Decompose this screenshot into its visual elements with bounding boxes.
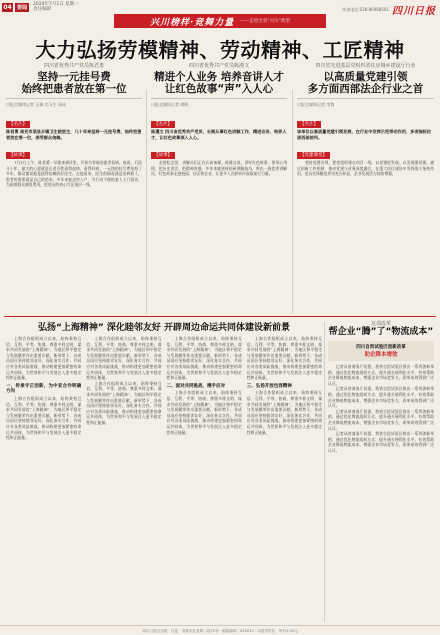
- side-article: [328, 320, 434, 454]
- article-body: [297, 160, 434, 177]
- reporter-byline: 川报全媒体记者 胡敏: [151, 102, 189, 107]
- article-paragraph: 7月1日上午，陈君勇一早就来到诊室，开始为等候的患者看病。他说，行医几十年，最大的心愿就是让老百姓看得起病、看得好病。一元钱的挂号费坚持了多年，群众都说他是值得信赖的好医生。在他看来，医生的职责就是治病救人，患者的需要就是自己的追求。多年来他走村入户，为行动不便的老人上门看诊，为困难群众减免费用，把党员的初心写在基层一线。: [6, 160, 142, 188]
- section-heading: 一、传承守正创新，为中亚合作明确方向: [6, 383, 82, 395]
- section-label: 要闻: [17, 4, 28, 11]
- column-title-line-2: 让红色故事“声”入人心: [164, 83, 274, 95]
- reporter-byline: 川报全媒体记者 王瑞 实习生 周冰: [6, 102, 66, 107]
- page-number: 04: [3, 3, 12, 11]
- article-paragraph: 上海合作组织成立以来，始终秉持互信、互利、平等、协商、尊重多样文明、谋求共同发展的“上海精神”，为地区和平稳定与发展繁荣作出重要贡献。新形势下，各成员国应坚持睦邻友好，深化务实合作，共同应对各类风险挑战，推动构建更加紧密的命运共同体，为世界和平与发展注入更多稳定性和正能量。: [86, 336, 162, 381]
- column-title-line-2: 始终把患者放在第一位: [21, 83, 127, 95]
- article-paragraph: 上海合作组织成立以来，始终秉持互信、互利、平等、协商、尊重多样文明、谋求共同发展的“上海精神”，为地区和平稳定与发展繁荣作出重要贡献。新形势下，各成员国应坚持睦邻友好，深化务实合作，共同应对各类风险挑战，推动构建更加紧密的命运共同体，为世界和平与发展注入更多稳定性和正能量。: [166, 390, 242, 435]
- masthead-right: [342, 2, 436, 17]
- banner-title: 兴川榜样·竞舞力量: [150, 17, 235, 28]
- side-box-title: 四川自贸试验区创新改革: [356, 345, 406, 350]
- dateline: [33, 2, 79, 12]
- section-heading: 二、面对共同挑战，携手应对: [166, 383, 225, 389]
- divider: [297, 98, 434, 99]
- column-separator: [292, 90, 293, 314]
- article-paragraph: 上海合作组织成立以来，始终秉持互信、互利、平等、协商、尊重多样文明、谋求共同发展的“上海精神”，为地区和平稳定与发展繁荣作出重要贡献。新形势下，各成员国应坚持睦邻友好，深化务实合作，共同应对各类风险挑战，推动构建更加紧密的命运共同体，为世界和平与发展注入更多稳定性和正能量。: [6, 395, 82, 441]
- card-tag: 【名片】: [6, 121, 30, 128]
- divider: [6, 98, 142, 99]
- profile-intro: 该单位以高质量党建引领发展，在行业中发挥示范带动作用，多项指标位居西部前列。: [297, 129, 432, 140]
- side-box-subtitle: 助企降本增效: [364, 352, 398, 358]
- bottom-article: [6, 320, 322, 441]
- bottom-article-columns: [6, 336, 322, 441]
- section-divider: [4, 316, 436, 317]
- story-tag: 【故事】: [151, 152, 175, 159]
- side-kicker: 这项改革: [370, 321, 391, 327]
- article-paragraph: 记者从省商务厅获悉，我省自贸试验区推出一系列创新举措，通过优化物流组织方式、提升通关便利化水平，有效帮助企业降低物流成本，增强企业市场竞争力，改革成效得到广泛认可。: [328, 386, 434, 409]
- card-tag: 【名片】: [151, 121, 175, 128]
- article-paragraph: 记者从省商务厅获悉，我省自贸试验区推出一系列创新举措，通过优化物流组织方式、提升通关便利化水平，有效帮助企业降低物流成本，增强企业市场竞争力，改革成效得到广泛认可。: [328, 431, 434, 453]
- divider: [151, 98, 287, 99]
- bottom-column: [6, 336, 81, 441]
- article-column-3: [297, 62, 434, 177]
- contact-info: 传真电话 028-86968501: [342, 6, 389, 12]
- column-separator: [324, 322, 325, 622]
- article-paragraph: 上海合作组织成立以来，始终秉持互信、互利、平等、协商、尊重多样文明、谋求共同发展的“上海精神”，为地区和平稳定与发展繁荣作出重要贡献。新形势下，各成员国应坚持睦邻友好，深化务实合作，共同应对各类风险挑战，推动构建更加紧密的命运共同体，为世界和平与发展注入更多稳定性和正能量。: [86, 380, 162, 425]
- story-tag: 【党建课堂】: [297, 152, 330, 159]
- editor: 责任编辑: [33, 7, 52, 12]
- bottom-column: [247, 336, 322, 441]
- bottom-column: [167, 336, 242, 441]
- banner-subtitle: ——走进全省“兴川”典型: [240, 19, 290, 24]
- profile-intro: 陈漫文 四川省优秀共产党员，长期从事红色讲解工作，精进业务、培养人才，让红色故事深入人心。: [151, 129, 287, 140]
- column-kicker: 四川省优秀共产党员陈漫文: [188, 63, 249, 69]
- column-title-line-1: 以高质量党建引领: [323, 71, 408, 83]
- article-column-2: [151, 62, 287, 177]
- column-title-line-1: 坚持一元挂号费: [37, 71, 111, 83]
- article-paragraph: 上海合作组织成立以来，始终秉持互信、互利、平等、协商、尊重多样文明、谋求共同发展的“上海精神”，为地区和平稳定与发展繁荣作出重要贡献。新形势下，各成员国应坚持睦邻友好，深化务实合作，共同应对各类风险挑战，推动构建更加紧密的命运共同体，为世界和平与发展注入更多稳定性和正能量。: [246, 336, 322, 381]
- card-tag: 【名片】: [297, 121, 321, 128]
- article-paragraph: 坚持党建引领，把党组织建在项目一线，以党建促发展、以发展强党建。通过创新工作机制，推动党建与业务深度融合，在重大项目建设中发挥战斗堡垒作用，党员先锋模范作用充分彰显，企业发展活力持续增强。: [297, 160, 434, 177]
- side-title: 帮企业“腾”了“物流成本”: [328, 327, 434, 337]
- bottom-article-title: 弘扬“上海精神” 深化睦邻友好 开辟周边命运共同体建设新前景: [37, 323, 291, 333]
- column-kicker: 四川省优秀共产党员陈君勇: [43, 63, 104, 69]
- column-title-line-1: 精进个人业务 培养音讲人才: [154, 71, 284, 83]
- page-footer: 四川日报社出版 · 社址：成都市红星路二段70号 · 邮政编码：610012 · 本报零售价：每份1.50元: [0, 625, 440, 635]
- side-highlight-box: [328, 341, 434, 361]
- main-headline: 大力弘扬劳模精神、劳动精神、工匠精神: [35, 38, 405, 62]
- newspaper-logo: 四川日报: [392, 6, 436, 17]
- bottom-column: [86, 336, 161, 441]
- column-kicker: 四川省先进基层党组织省住房城乡建设厅行业: [315, 63, 416, 69]
- article-paragraph: 上海合作组织成立以来，始终秉持互信、互利、平等、协商、尊重多样文明、谋求共同发展的“上海精神”，为地区和平稳定与发展繁荣作出重要贡献。新形势下，各成员国应坚持睦邻友好，深化务实合作，共同应对各类风险挑战，推动构建更加紧密的命运共同体，为世界和平与发展注入更多稳定性和正能量。: [6, 336, 82, 381]
- date: 2024年7月1日 星期一: [33, 2, 79, 7]
- article-paragraph: 记者从省商务厅获悉，我省自贸试验区推出一系列创新举措，通过优化物流组织方式、提升通关便利化水平，有效帮助企业降低物流成本，增强企业市场竞争力，改革成效得到广泛认可。: [328, 364, 434, 386]
- article-body: [6, 160, 142, 188]
- topic-banner: [114, 14, 326, 28]
- article-body: [151, 160, 287, 177]
- story-tag: 【故事】: [6, 152, 30, 159]
- profile-intro: 陈君勇 南充市某县乡镇卫生院医生，几十年来坚持一元挂号费，始终把患者放在第一位，深受群众信赖。: [6, 129, 142, 140]
- reporter-byline: 川报全媒体记者 李寰: [297, 102, 335, 107]
- top-strip: [0, 0, 440, 17]
- article-paragraph: 走进纪念馆，讲解员们正在认真备课。陈漫文说，讲好红色故事，要用心用情，把历史讲活、把精神讲透。多年来她坚持钻研讲解技巧，带出一批优秀讲解员，红色故事走进校园、社区和企业，让更多人在聆听中汲取前行力量。: [151, 160, 287, 177]
- side-body: [328, 364, 434, 454]
- article-paragraph: 上海合作组织成立以来，始终秉持互信、互利、平等、协商、尊重多样文明、谋求共同发展的“上海精神”，为地区和平稳定与发展繁荣作出重要贡献。新形势下，各成员国应坚持睦邻友好，深化务实合作，共同应对各类风险挑战，推动构建更加紧密的命运共同体，为世界和平与发展注入更多稳定性和正能量。: [246, 390, 322, 435]
- article-paragraph: 上海合作组织成立以来，始终秉持互信、互利、平等、协商、尊重多样文明、谋求共同发展的“上海精神”，为地区和平稳定与发展繁荣作出重要贡献。新形势下，各成员国应坚持睦邻友好，深化务实合作，共同应对各类风险挑战，推动构建更加紧密的命运共同体，为世界和平与发展注入更多稳定性和正能量。: [166, 336, 242, 381]
- column-title-line-2: 多方面西部法企行业之首: [307, 83, 424, 95]
- section-heading: 三、弘扬开放包容精神: [246, 383, 292, 389]
- column-separator: [146, 90, 147, 314]
- article-paragraph: 记者从省商务厅获悉，我省自贸试验区推出一系列创新举措，通过优化物流组织方式、提升通关便利化水平，有效帮助企业降低物流成本，增强企业市场竞争力，改革成效得到广泛认可。: [328, 408, 434, 431]
- article-column-1: [6, 62, 142, 188]
